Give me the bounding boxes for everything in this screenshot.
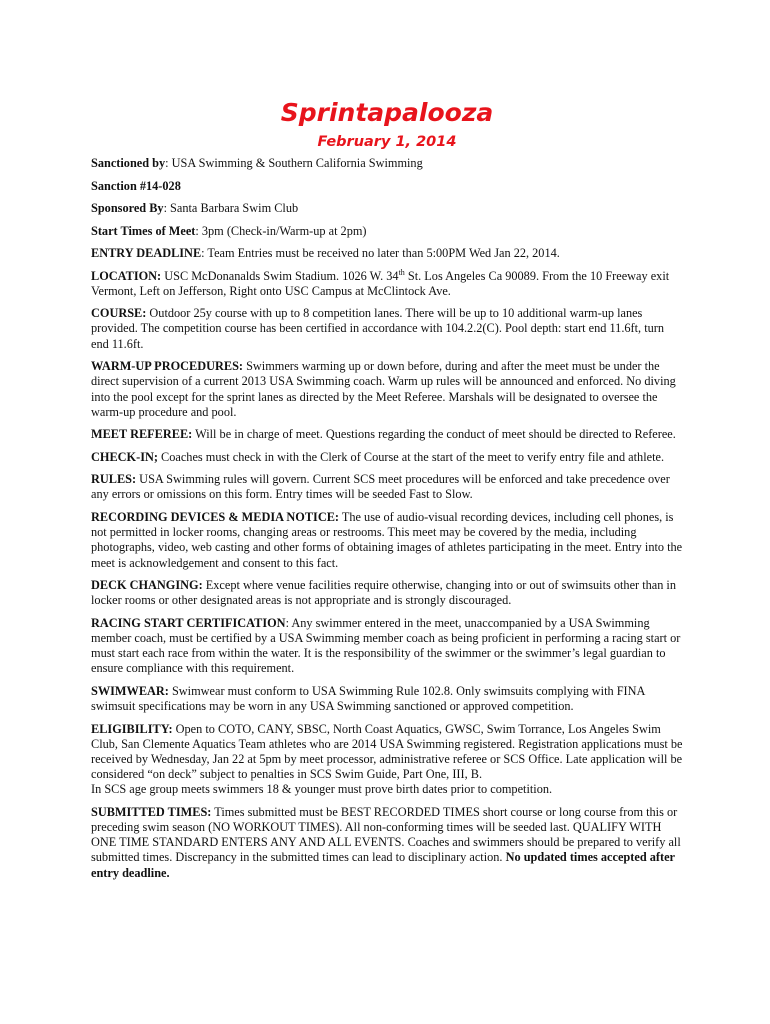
- check-in-label: CHECK-IN;: [91, 449, 158, 464]
- racing-start-text: : Any swimmer entered in the meet, unaccompanied by a USA Swimming member coach, must be certified by a USA Swimming member coach as being proficient in performing a racing start or must start each race from within the water. It is the responsibility of the swimmer or the swimmer’s legal guardian to ensure compliance with this requirement.: [91, 615, 681, 676]
- recording-devices-label: RECORDING DEVICES & MEDIA NOTICE:: [91, 509, 340, 524]
- rules-text: USA Swimming rules will govern. Current SCS meet procedures will be enforced and take precedence over any errors or omissions on this form. Entry times will be seeded Fast to Slow.: [91, 472, 670, 502]
- rules-label: RULES:: [91, 472, 137, 487]
- entry-deadline-label: ENTRY DEADLINE: [91, 246, 202, 260]
- submitted-times-paragraph: [91, 805, 683, 881]
- entry-deadline-paragraph: [91, 246, 683, 261]
- recording-devices-paragraph: [91, 510, 683, 571]
- sanctioned-by-text: : USA Swimming & Southern California Swimming: [165, 156, 423, 170]
- eligibility-text: Open to COTO, CANY, SBSC, North Coast Aquatics, GWSC, Swim Torrance, Los Angeles Swim Club, San Clemente Aquatics Team athletes who are 2014 USA Swimming registered. Registration applications must be received by Wednesday, Jan 22 at 5pm by meet processor, administrative referee or SCS Office. Late application will be considered “on deck” subject to penalties in SCS Swim Guide, Part One, III, B.: [91, 721, 683, 782]
- eligibility-label: ELIGIBILITY:: [91, 721, 173, 736]
- check-in-paragraph: [91, 450, 683, 465]
- location-ordinal: th: [398, 267, 405, 277]
- swimwear-text: Swimwear must conform to USA Swimming Rule 102.8. Only swimsuits complying with FINA swimsuit specifications may be worn in any USA Swimming sanctioned or approved competition.: [91, 683, 645, 714]
- deck-changing-text: Except where venue facilities require otherwise, changing into or out of swimsuits other than in locker rooms or other designated areas is not appropriate and is strongly discouraged.: [91, 578, 677, 608]
- sanction-paragraph: [91, 179, 683, 194]
- location-directions: St. Los Angeles Ca 90089. From the 10 Freeway exit Vermont, Left on Jefferson, Right onto USC Campus at McClintock Ave.: [91, 268, 670, 298]
- meet-referee-text: Will be in charge of meet. Questions regarding the conduct of meet should be directed to Referee.: [192, 427, 676, 442]
- check-in-text: Coaches must check in with the Clerk of Course at the start of the meet to verify entry file and athlete.: [157, 449, 665, 464]
- sponsored-by-paragraph: [91, 201, 683, 216]
- recording-devices-text: The use of audio-visual recording devices, including cell phones, is not permitted in locker rooms, changing areas or restrooms. This meet may be covered by the media, including photographs, video, web casting and other forms of obtaining images of athletes participating in the meet. Entry into the meet is acknowledgement and consent to this fact.: [91, 509, 683, 570]
- racing-start-label: RACING START CERTIFICATION: [91, 615, 286, 630]
- sponsored-by-text: : Santa Barbara Swim Club: [163, 201, 299, 215]
- meet-info-document: [91, 96, 683, 888]
- location-text: USC McDonanalds Swim Stadium. 1026 W. 34: [161, 268, 399, 283]
- meet-date: February 1, 2014: [317, 134, 457, 150]
- eligibility-age-note: In SCS age group meets swimmers 18 & younger must prove birth dates prior to competition.: [91, 782, 553, 797]
- start-times-paragraph: [91, 224, 683, 239]
- eligibility-paragraph: [91, 722, 683, 798]
- warmup-paragraph: [91, 359, 683, 420]
- sponsored-by-label: Sponsored By: [91, 201, 164, 215]
- swimwear-paragraph: [91, 684, 683, 714]
- submitted-times-label: SUBMITTED TIMES:: [91, 804, 212, 819]
- course-text: Outdoor 25y course with up to 8 competition lanes. There will be up to 10 additional warm-up lanes provided. The competition course has been certified in accordance with 104.2.2(C). Pool depth: start end 11.6ft, turn end 11.6ft.: [91, 306, 665, 351]
- location-label: LOCATION:: [91, 268, 162, 283]
- warmup-text: Swimmers warming up or down before, during and after the meet must be under the direct supervision of a current 2013 USA Swimming coach. Warm up rules will be announced and enforced. No diving into the pool except for the sprint lanes as directed by the Meet Referee. Marshals will be designated to oversee the warm-up procedure and pool.: [91, 359, 676, 419]
- no-updated-times-notice: No updated times accepted after entry deadline.: [91, 850, 675, 880]
- meet-referee-label: MEET REFEREE:: [91, 427, 193, 442]
- rules-paragraph: [91, 472, 683, 502]
- course-paragraph: [91, 306, 683, 352]
- entry-deadline-text: : Team Entries must be received no later than 5:00PM Wed Jan 22, 2014.: [201, 246, 560, 260]
- swimwear-label: SWIMWEAR:: [91, 683, 169, 698]
- course-label: COURSE:: [91, 306, 147, 321]
- sanctioned-by-label: Sanctioned by: [91, 156, 166, 170]
- sanction-label: Sanction #14-028: [91, 178, 181, 193]
- sanctioned-by-paragraph: [91, 156, 683, 171]
- location-paragraph: [91, 269, 683, 299]
- racing-start-paragraph: [91, 616, 683, 677]
- document-title: Sprintapalooza: [280, 98, 494, 127]
- submitted-times-text: Times submitted must be BEST RECORDED TIMES short course or long course from this or preceding swim season (NO WORKOUT TIMES). All non-conforming times will be seeded last. QUALIFY WITH ONE TIME STANDARD ENTERS ANY AND ALL EVENTS. Coaches and swimmers should be prepared to verify all submitted times. Discrepancy in the submitted times can lead to disciplinary action.: [91, 804, 681, 865]
- start-times-text: : 3pm (Check-in/Warm-up at 2pm): [195, 223, 367, 238]
- meet-referee-paragraph: [91, 427, 683, 442]
- start-times-label: Start Times of Meet: [91, 223, 196, 238]
- deck-changing-label: DECK CHANGING:: [91, 578, 203, 593]
- warmup-label: WARM-UP PROCEDURES:: [91, 359, 243, 374]
- deck-changing-paragraph: [91, 578, 683, 608]
